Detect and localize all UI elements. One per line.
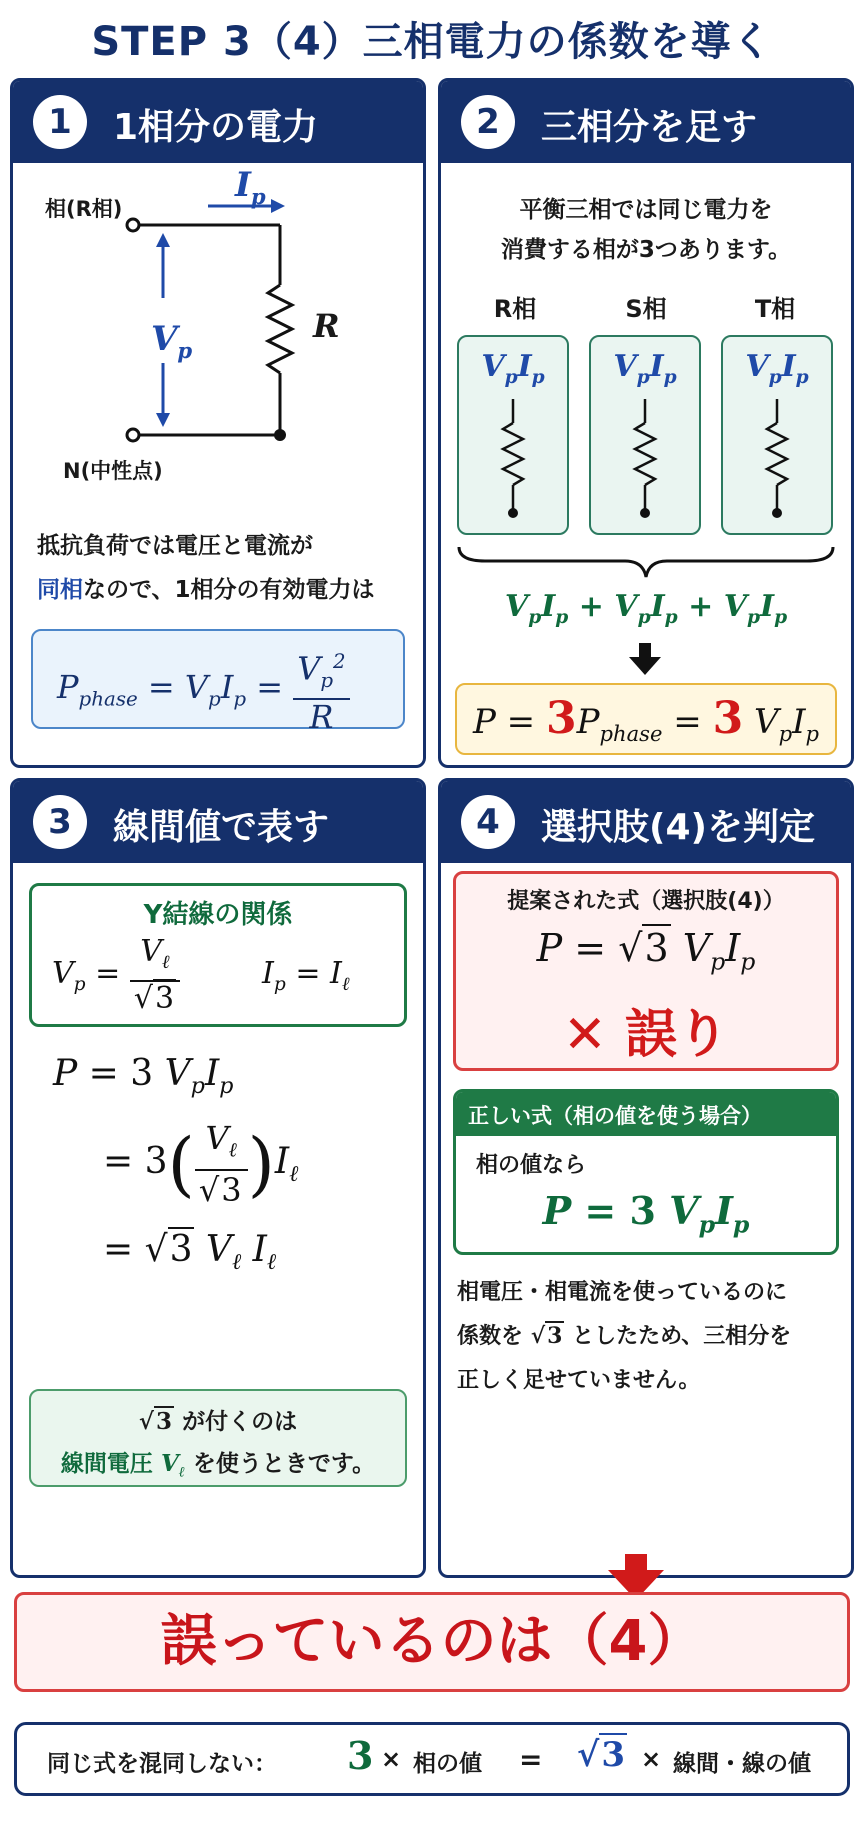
step-number-badge: 3 [33, 795, 87, 849]
sum-expression: $V_pI_p + V_pI_p + V_pI_p$ [504, 589, 788, 628]
phase-label-s: S相 [625, 295, 667, 323]
panel-2-header [441, 81, 851, 163]
neutral-terminal-label: N(中性点) [63, 459, 163, 483]
relation-ip-formula: $I_p = I_\ell$ [262, 956, 350, 995]
phase-box-r [457, 335, 569, 535]
resistor-label: R [313, 307, 340, 345]
relation-vp-formula: $V_p$ = $\frac{V_\ell}{√3}$ [52, 934, 180, 1025]
phase-power-value: $V_pI_p$ [481, 349, 545, 388]
step-number-badge: 1 [33, 95, 87, 149]
proposed-formula-title: 提案された式（選択肢(4)） [507, 889, 785, 914]
panel-4-header [441, 781, 851, 863]
sqrt3-note-line2: 線間電圧 $V_\ell$ を使うときです。 [60, 1450, 376, 1481]
sqrt3-note-box [29, 1389, 407, 1487]
derivation-step-2: = 3( $\frac{V_\ell}{√3}$ )$I_\ell$ [103, 1118, 299, 1210]
cross-icon: ✕ [563, 1005, 607, 1065]
correct-formula-title: 正しい式（相の値を使う場合） [468, 1104, 762, 1128]
phase-label-t: T相 [754, 295, 796, 323]
phase-voltage-label: $V_p$ [151, 319, 193, 363]
explain-line1: 相電圧・相電流を使っているのに [457, 1280, 788, 1305]
balanced-intro-line1: 平衡三相では同じ電力を [519, 197, 773, 223]
panel-2-heading: 三相分を足す [541, 107, 758, 148]
y-connection-relation-box [29, 883, 407, 1027]
in-phase-text-line1: 抵抗負荷では電圧と電流が [37, 533, 313, 559]
phase-power-value: $V_pI_p$ [613, 349, 677, 388]
phase-power-formula-box [31, 629, 405, 737]
page-title: STEP 3（4）三相電力の係数を導く [91, 19, 773, 65]
phase-power-value: $V_pI_p$ [745, 349, 809, 388]
panel-1-header [13, 81, 423, 163]
panel-3-heading: 線間値で表す [113, 807, 330, 848]
correct-formula-box [453, 1089, 839, 1255]
footer-equals: = [519, 1743, 543, 1776]
phase-terminal-label: 相(R相) [45, 197, 123, 221]
three-phase-result-box [455, 683, 837, 755]
conclusion-banner: 誤っているのは（4） [14, 1592, 850, 1692]
sqrt3-note-line1: √3 が付くのは [138, 1408, 298, 1435]
step-number-badge: 4 [461, 795, 515, 849]
footer-coef-3: 3 [347, 1733, 374, 1778]
derivation-step-1: P = 3 $V_pI_p$ [53, 1053, 234, 1100]
panel-judge-option-4 [438, 778, 854, 1578]
footer-lead: 同じ式を混同しない： [47, 1751, 277, 1777]
proposed-formula: P = √3 $V_pI_p$ [536, 926, 756, 976]
proposed-formula-box [453, 871, 839, 1071]
step-number-badge: 2 [461, 95, 515, 149]
footer-times-b: × [641, 1745, 662, 1773]
resistor-icon [625, 399, 665, 529]
panel-line-values [10, 778, 426, 1578]
footer-label-line: 線間・線の値 [673, 1751, 811, 1777]
correct-formula: P = 3 $V_pI_p$ [542, 1188, 750, 1239]
panel-1-heading: 1相分の電力 [113, 107, 319, 148]
panel-4-heading: 選択肢(4)を判定 [541, 807, 815, 848]
correct-formula-header [456, 1092, 836, 1136]
phase-label-r: R相 [493, 295, 537, 323]
three-phase-power-formula: $P = 3P_{phase} = 3$ $V_pI_p$ [472, 693, 819, 746]
resistor-icon [493, 399, 533, 529]
phase-box-s [589, 335, 701, 535]
phase-power-formula: $P_{phase} = V_pI_p$ = $\frac{V_p^2}{R}$ [57, 645, 350, 734]
phase-box-t [721, 335, 833, 535]
derivation-step-3: = √3 $V_\ell$ $I_\ell$ [103, 1229, 277, 1276]
reminder-footer [14, 1722, 850, 1796]
panel-3-header [13, 781, 423, 863]
phase-current-label: $I_p$ [235, 165, 266, 209]
in-phase-text-line2: 同相なので、1相分の有効電力は [37, 577, 375, 603]
panel-single-phase-power [10, 78, 426, 768]
panel-three-phase-sum [438, 78, 854, 768]
footer-coef-sqrt3: √3 [577, 1735, 626, 1775]
correct-formula-subtitle: 相の値なら [476, 1153, 587, 1178]
relation-title: Y結線の関係 [143, 900, 293, 930]
explain-line2: 係数を √3 としたため、三相分を [457, 1323, 792, 1349]
sum-brace [455, 543, 837, 579]
resistor-icon [757, 399, 797, 529]
wrong-verdict: ✕ 誤り [563, 1005, 729, 1065]
explain-line3: 正しく足せていません。 [457, 1368, 701, 1393]
footer-label-phase: 相の値 [413, 1751, 482, 1777]
footer-times-a: × [381, 1745, 402, 1773]
down-arrow-icon [627, 641, 663, 677]
balanced-intro-line2: 消費する相が3つあります。 [500, 237, 792, 263]
